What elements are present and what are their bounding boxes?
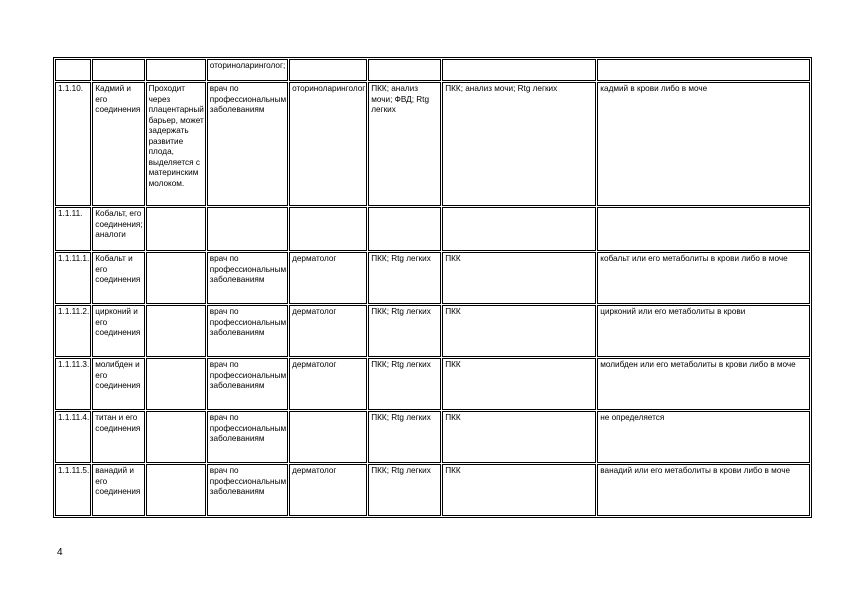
cell-description <box>146 411 206 463</box>
cell-substance: Кадмий и его соединения <box>92 82 144 206</box>
cell-code: 1.1.10. <box>55 82 91 206</box>
table-row <box>55 464 810 516</box>
table-row <box>55 358 810 410</box>
cell-description <box>146 252 206 304</box>
cell-description <box>146 207 206 251</box>
cell-description <box>146 464 206 516</box>
table-row <box>55 207 810 251</box>
cell-physician: врач по профессиональным заболеваниям <box>207 358 288 410</box>
cell-substance: цирконий и его соединения <box>92 305 144 357</box>
cell-tests: ПКК; Rtg легких <box>368 305 441 357</box>
cell-specialists: дерматолог <box>289 252 367 304</box>
cell-substance: титан и его соединения <box>92 411 144 463</box>
cell-physician: врач по профессиональным заболеваниям <box>207 411 288 463</box>
cell-specialists <box>289 207 367 251</box>
cell-description <box>146 305 206 357</box>
page-number: 4 <box>57 547 63 558</box>
cell-specialists <box>289 411 367 463</box>
cell-code: 1.1.11. <box>55 207 91 251</box>
cell-markers: кобальт или его метаболиты в крови либо в моче <box>597 252 810 304</box>
regulation-table <box>53 57 812 518</box>
cell-specialists: дерматолог <box>289 358 367 410</box>
cell-substance: ванадий и его соединения <box>92 464 144 516</box>
table-row <box>55 82 810 206</box>
table-row <box>55 411 810 463</box>
cell-markers: ванадий или его метаболиты в крови либо в моче <box>597 464 810 516</box>
table-row <box>55 305 810 357</box>
cell-extra-tests: ПКК <box>442 464 596 516</box>
cell-tests: ПКК; Rtg легких <box>368 464 441 516</box>
cell-specialists: дерматолог <box>289 305 367 357</box>
cell-markers <box>597 207 810 251</box>
cell-extra-tests <box>442 207 596 251</box>
cell-tests: ПКК; Rtg легких <box>368 252 441 304</box>
cell-code: 1.1.11.5. <box>55 464 91 516</box>
cell-tests: ПКК; Rtg легких <box>368 358 441 410</box>
cell-tests <box>368 207 441 251</box>
cell-extra-tests: ПКК; анализ мочи; Rtg легких <box>442 82 596 206</box>
cell-description: Проходит через плацентарный барьер, может задержать развитие плода, выделяется с материнским молоком. <box>146 82 206 206</box>
table-row <box>55 252 810 304</box>
cell-extra-tests: ПКК <box>442 358 596 410</box>
cell-markers: кадмий в крови либо в моче <box>597 82 810 206</box>
cell-markers <box>597 59 810 81</box>
cell-extra-tests: ПКК <box>442 411 596 463</box>
cell-code: 1.1.11.1. <box>55 252 91 304</box>
cell-markers: молибден или его метаболиты в крови либо в моче <box>597 358 810 410</box>
cell-specialists: дерматолог <box>289 464 367 516</box>
cell-code <box>55 59 91 81</box>
cell-code: 1.1.11.3. <box>55 358 91 410</box>
cell-tests <box>368 59 441 81</box>
cell-substance: молибден и его соединения <box>92 358 144 410</box>
table-row <box>55 59 810 81</box>
cell-extra-tests: ПКК <box>442 252 596 304</box>
cell-substance: Кобальт и его соединения <box>92 252 144 304</box>
cell-physician: оториноларинголог; <box>207 59 288 81</box>
cell-substance <box>92 59 144 81</box>
cell-extra-tests: ПКК <box>442 305 596 357</box>
cell-tests: ПКК; анализ мочи; ФВД; Rtg легких <box>368 82 441 206</box>
cell-physician: врач по профессиональным заболеваниям <box>207 252 288 304</box>
cell-specialists: оториноларинголог <box>289 82 367 206</box>
cell-description <box>146 59 206 81</box>
cell-specialists <box>289 59 367 81</box>
cell-description <box>146 358 206 410</box>
cell-physician: врач по профессиональным заболеваниям <box>207 82 288 206</box>
cell-code: 1.1.11.4. <box>55 411 91 463</box>
cell-code: 1.1.11.2. <box>55 305 91 357</box>
cell-markers: не определяется <box>597 411 810 463</box>
cell-markers: цирконий или его метаболиты в крови <box>597 305 810 357</box>
cell-extra-tests <box>442 59 596 81</box>
cell-substance: Кобальт, его соединения; аналоги <box>92 207 144 251</box>
cell-physician: врач по профессиональным заболеваниям <box>207 464 288 516</box>
cell-physician: врач по профессиональным заболеваниям <box>207 305 288 357</box>
cell-tests: ПКК; Rtg легких <box>368 411 441 463</box>
cell-physician <box>207 207 288 251</box>
